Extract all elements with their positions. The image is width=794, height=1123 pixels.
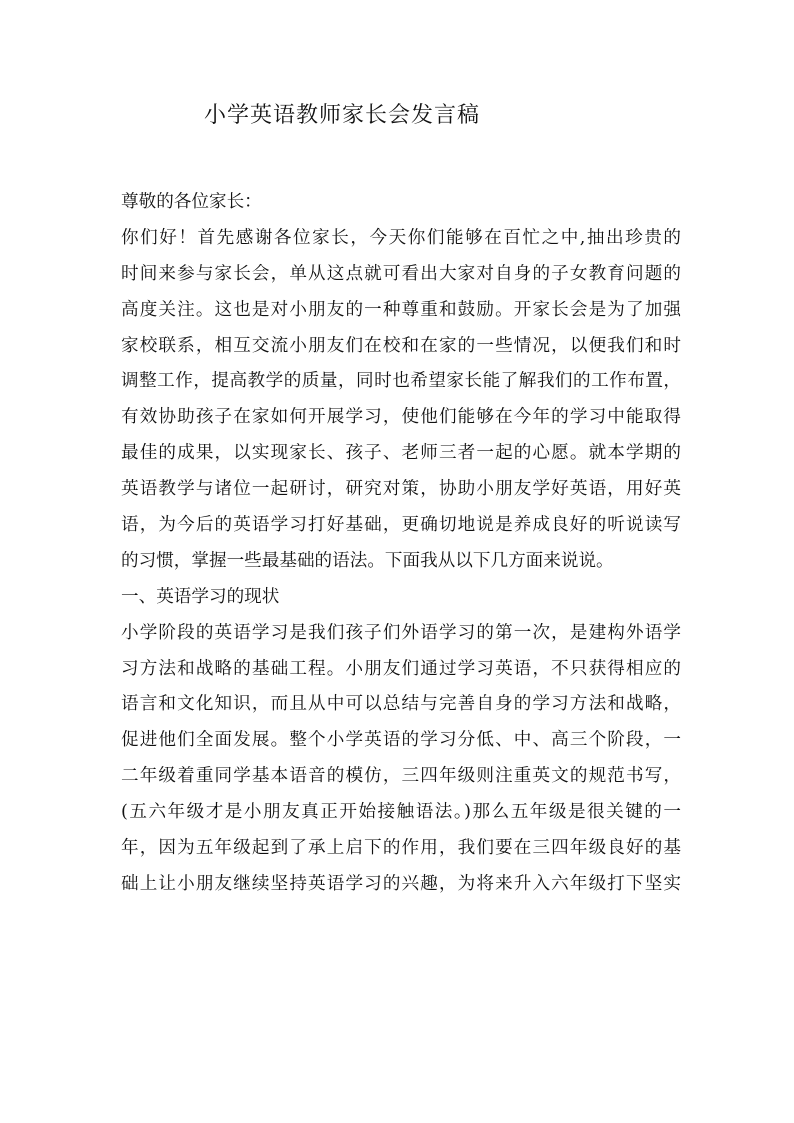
paragraph-line: 时间来参与家长会，单从这点就可看出大家对自身的子女教育问题的 [121, 263, 681, 284]
paragraph-line: 你们好！首先感谢各位家长，今天你们能够在百忙之中,抽出珍贵的 [121, 227, 681, 248]
paragraph-line: 家校联系，相互交流小朋友们在校和在家的一些情况，以便我们和时 [121, 335, 681, 356]
paragraph-line: 促进他们全面发展。整个小学英语的学习分低、中、高三个阶段，一 [121, 730, 681, 751]
paragraph-line: 高度关注。这也是对小朋友的一种尊重和鼓励。开家长会是为了加强 [121, 299, 681, 320]
document-title: 小学英语教师家长会发言稿 [204, 103, 481, 128]
paragraph-line: 英语教学与诸位一起研讨，研究对策，协助小朋友学好英语，用好英 [121, 479, 681, 500]
paragraph-line: 二年级着重同学基本语音的模仿，三四年级则注重英文的规范书写， [121, 766, 681, 787]
document-body [121, 185, 681, 903]
paragraph-line: 小学阶段的英语学习是我们孩子们外语学习的第一次，是建构外语学 [121, 622, 681, 643]
paragraph-line: 最佳的成果，以实现家长、孩子、老师三者一起的心愿。就本学期的 [121, 443, 681, 464]
paragraph-line: 习方法和战略的基础工程。小朋友们通过学习英语，不只获得相应的 [121, 658, 681, 679]
salutation-line: 尊敬的各位家长： [121, 192, 262, 212]
paragraph-line: 年，因为五年级起到了承上启下的作用，我们要在三四年级良好的基 [121, 838, 681, 859]
paragraph-line: 语言和文化知识，而且从中可以总结与完善自身的学习方法和战略， [121, 694, 681, 715]
section-heading: 一、英语学习的现状 [121, 586, 280, 607]
paragraph-line: 语，为今后的英语学习打好基础，更确切地说是养成良好的听说读写 [121, 515, 681, 536]
paragraph-line: 础上让小朋友继续坚持英语学习的兴趣，为将来升入六年级打下坚实 [121, 873, 681, 894]
paragraph-line: (五六年级才是小朋友真正开始接触语法。)那么五年级是很关键的一 [121, 802, 681, 823]
paragraph-line: 调整工作，提高教学的质量，同时也希望家长能了解我们的工作布置， [121, 371, 681, 392]
paragraph-line: 的习惯，掌握一些最基础的语法。下面我从以下几方面来说说。 [121, 550, 614, 571]
paragraph-line: 有效协助孩子在家如何开展学习，使他们能够在今年的学习中能取得 [121, 407, 681, 428]
